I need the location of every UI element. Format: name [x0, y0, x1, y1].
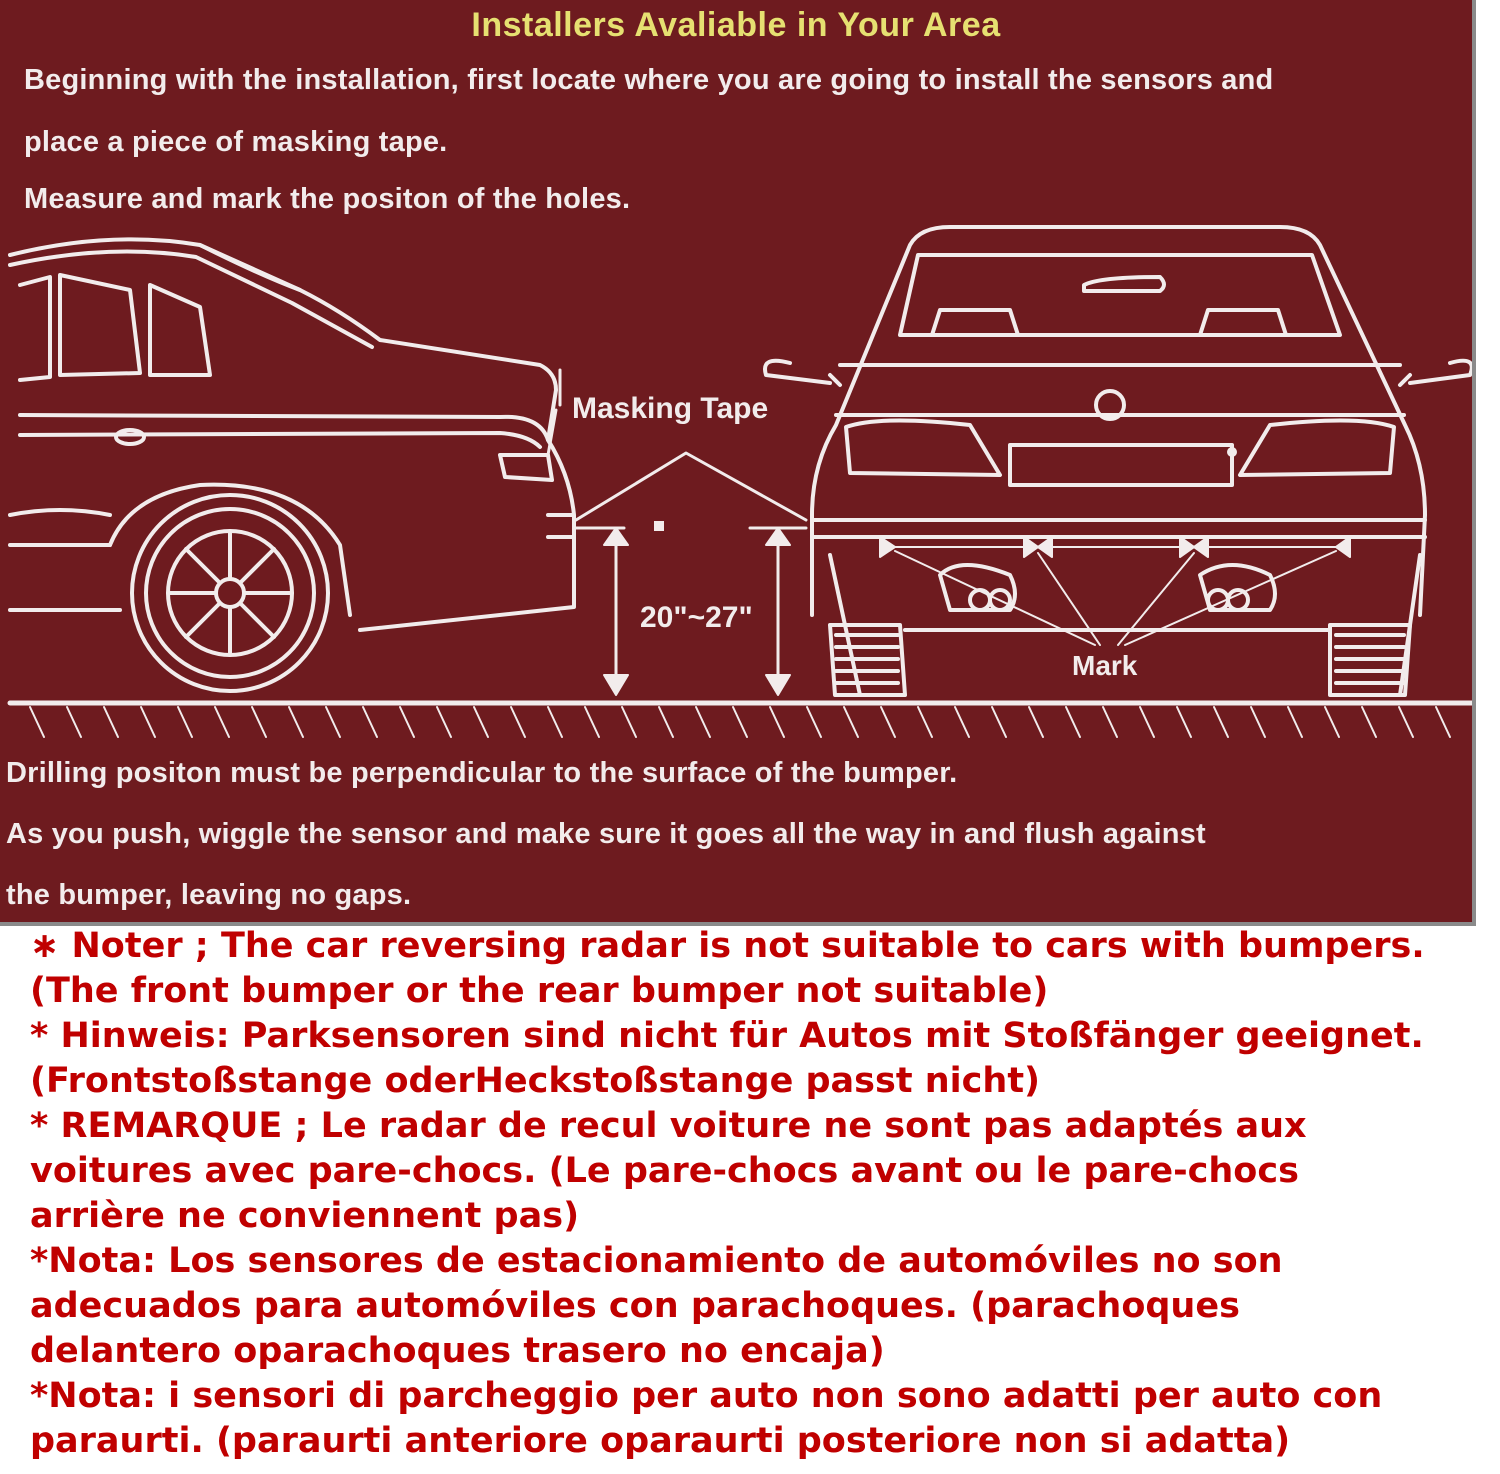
note-line: *Nota: i sensori di parcheggio per auto non sono adatti per auto con: [30, 1376, 1383, 1416]
height-label: 20"~27": [640, 601, 753, 634]
note-line: arrière ne conviennent pas): [30, 1196, 580, 1236]
push-line-1: As you push, wiggle the sensor and make sure it goes all the way in and flush against: [6, 818, 1206, 850]
push-line-2: the bumper, leaving no gaps.: [6, 879, 412, 911]
note-line: * Hinweis: Parksensoren sind nicht für Autos mit Stoßfänger geeignet.: [30, 1016, 1424, 1056]
intro-line-1: Beginning with the installation, first locate where you are going to install the sensors and: [24, 64, 1274, 96]
masking-tape-label: Masking Tape: [572, 392, 769, 425]
mark-label: Mark: [1072, 650, 1138, 681]
note-line: *Nota: Los sensores de estacionamiento de automóviles no son: [30, 1241, 1283, 1281]
installation-diagram: [0, 215, 1472, 755]
drill-line: Drilling positon must be perpendicular to the surface of the bumper.: [6, 757, 958, 789]
side-car-illustration: [10, 239, 574, 691]
compatibility-notes: [30, 924, 1490, 1464]
note-line: adecuados para automóviles con parachoques. (parachoques: [30, 1286, 1240, 1326]
note-line: (Frontstoßstange oderHeckstoßstange passt nicht): [30, 1061, 1041, 1101]
rear-car-illustration: [765, 227, 1472, 695]
note-line: (The front bumper or the rear bumper not suitable): [30, 971, 1049, 1011]
note-line: delantero oparachoques trasero no encaja): [30, 1331, 885, 1371]
panel-title: Installers Avaliable in Your Area: [471, 6, 1001, 44]
intro-line-2: place a piece of masking tape.: [24, 126, 448, 158]
intro-line-3: Measure and mark the positon of the holes.: [24, 183, 631, 215]
note-line: ∗ Noter ; The car reversing radar is not suitable to cars with bumpers.: [30, 926, 1425, 966]
note-line: paraurti. (paraurti anteriore oparaurti posteriore non si adatta): [30, 1421, 1291, 1461]
note-line: voitures avec pare-chocs. (Le pare-chocs avant ou le pare-chocs: [30, 1151, 1299, 1191]
ground-hatching: [30, 707, 1450, 737]
note-line: * REMARQUE ; Le radar de recul voiture ne sont pas adaptés aux: [30, 1106, 1307, 1146]
